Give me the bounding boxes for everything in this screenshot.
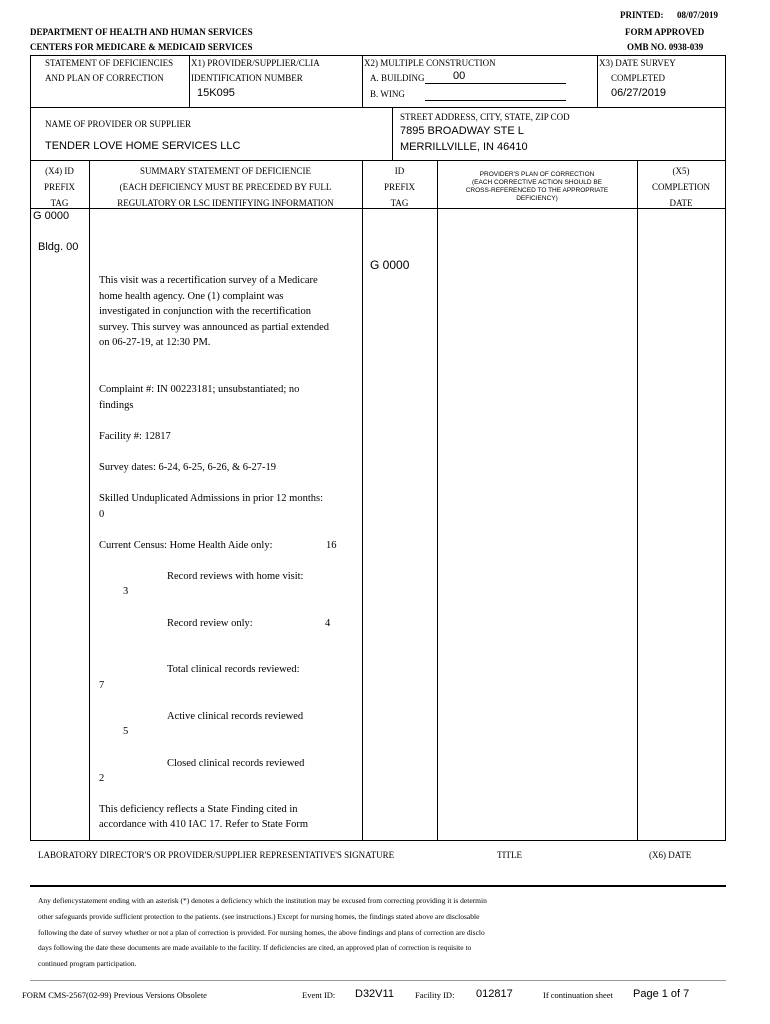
rule bbox=[30, 160, 726, 161]
department-title: DEPARTMENT OF HEALTH AND HUMAN SERVICES bbox=[30, 27, 253, 37]
page-number: Page 1 of 7 bbox=[633, 988, 690, 1000]
notice-line-4: days following the date these documents are made available to the facility. If deficiencies are cited, an approved plan of correction is requisite to bbox=[38, 943, 472, 952]
id-header-2: PREFIX bbox=[383, 182, 415, 192]
notice-line-2: other safeguards provide sufficient protection to the patients. (see instructions.) Except for nursing homes, the findings stated above are disclosable bbox=[38, 912, 480, 921]
x4-header-2: PREFIX bbox=[43, 182, 75, 192]
skilled-admissions-line: Skilled Unduplicated Admissions in prior 12 months: 0 bbox=[99, 493, 323, 520]
state-finding-line-2: accordance with 410 IAC 17. Refer to State Form bbox=[99, 819, 309, 830]
survey-dates-line: Survey dates: 6-24, 6-25, 6-26, & 6-27-19 bbox=[99, 462, 277, 473]
x5-header-1: (X5) bbox=[672, 166, 690, 176]
facility-line: Facility #: 12817 bbox=[99, 431, 171, 442]
centers-title: CENTERS FOR MEDICARE & MEDICAID SERVICES bbox=[30, 42, 253, 52]
building-label: A. BUILDING bbox=[370, 73, 425, 83]
rule bbox=[30, 160, 31, 841]
x4-header-1: (X4) ID bbox=[45, 166, 74, 176]
x5-header-2: COMPLETION bbox=[652, 182, 710, 192]
closed-records-value: 2 bbox=[99, 773, 105, 784]
form-id: FORM CMS-2567(02-99) Previous Versions Obsolete bbox=[22, 990, 207, 1000]
census-label: Current Census: Home Health Aide only: bbox=[99, 540, 273, 551]
notice-line-5: continued program participation. bbox=[38, 959, 137, 968]
event-id-value: D32V11 bbox=[355, 988, 394, 1000]
printed-date: 08/07/2019 bbox=[677, 10, 719, 20]
x5-header-3: DATE bbox=[669, 198, 693, 208]
address-line-1: 7895 BROADWAY STE L bbox=[400, 125, 524, 137]
rule bbox=[30, 980, 726, 981]
address-line-2: MERRILLVILLE, IN 46410 bbox=[400, 141, 528, 153]
summary-header-3: REGULATORY OR LSC IDENTIFYING INFORMATION bbox=[117, 198, 334, 208]
id-header-3: TAG bbox=[390, 198, 409, 208]
statement-label-2: AND PLAN OF CORRECTION bbox=[45, 73, 164, 83]
clia-number: 15K095 bbox=[197, 87, 235, 99]
rule bbox=[362, 55, 363, 108]
survey-completed-date: 06/27/2019 bbox=[611, 87, 667, 99]
complaint-line: Complaint #: IN 00223181; unsubstantiated; no findings bbox=[99, 384, 300, 411]
facility-id-label: Facility ID: bbox=[415, 990, 455, 1000]
record-only-label: Record review only: bbox=[167, 618, 253, 629]
rule bbox=[30, 55, 31, 108]
notice-line-1: Any defiencystatement ending with an asterisk (*) denotes a deficiency which the institution may be excused from correcting providing it is determin bbox=[38, 896, 487, 905]
building-tag: Bldg. 00 bbox=[38, 241, 79, 253]
x2-label: X2) MULTIPLE CONSTRUCTION bbox=[364, 58, 496, 68]
building-underline bbox=[425, 83, 566, 84]
active-records-label: Active clinical records reviewed bbox=[167, 711, 304, 722]
rule bbox=[725, 55, 726, 161]
provider-label: NAME OF PROVIDER OR SUPPLIER bbox=[45, 119, 192, 129]
event-id-label: Event ID: bbox=[302, 990, 336, 1000]
id-header-1: ID bbox=[394, 166, 405, 176]
rule bbox=[597, 55, 598, 108]
plan-header-2: (EACH CORRECTIVE ACTION SHOULD BE bbox=[471, 179, 603, 186]
rule bbox=[30, 107, 726, 108]
record-only-value: 4 bbox=[325, 618, 331, 629]
x4-header-3: TAG bbox=[50, 198, 69, 208]
rule bbox=[189, 55, 190, 108]
active-records-value: 5 bbox=[123, 726, 129, 737]
rule bbox=[30, 107, 31, 161]
x1-label-2: IDENTIFICATION NUMBER bbox=[191, 73, 303, 83]
rule bbox=[437, 160, 438, 841]
x6-date-label: (X6) DATE bbox=[649, 850, 692, 860]
omb-number: OMB NO. 0938-039 bbox=[627, 42, 704, 52]
building-value: 00 bbox=[453, 70, 466, 82]
plan-header-1: PROVIDER'S PLAN OF CORRECTION bbox=[479, 171, 595, 178]
wing-label: B. WING bbox=[370, 89, 405, 99]
total-records-label: Total clinical records reviewed: bbox=[167, 664, 300, 675]
provider-name: TENDER LOVE HOME SERVICES LLC bbox=[45, 140, 241, 152]
closed-records-label: Closed clinical records reviewed bbox=[167, 758, 305, 769]
summary-header-1: SUMMARY STATEMENT OF DEFICIENCIE bbox=[139, 166, 312, 176]
rule bbox=[89, 160, 90, 841]
survey-description: This visit was a recertification survey of a Medicare home health agency. One (1) complaint was investigated in conjunction with the recertification survey. This survey was announced as partial extended on 06-27-19, at 12:30 PM. bbox=[99, 275, 330, 349]
plan-header-4: DEFICIENCY) bbox=[516, 195, 558, 202]
rule bbox=[30, 208, 726, 209]
printed-label: PRINTED: bbox=[620, 10, 664, 20]
rule bbox=[30, 885, 726, 887]
rule bbox=[30, 840, 726, 841]
tag-prefix-left: G 0000 bbox=[33, 210, 70, 222]
total-records-value: 7 bbox=[99, 680, 105, 691]
rule bbox=[725, 160, 726, 841]
notice-line-3: following the date of survey whether or not a plan of correction is provided. For nursing homes, the above findings and plans of correction are disclo bbox=[38, 928, 485, 937]
title-label: TITLE bbox=[497, 850, 522, 860]
wing-underline bbox=[425, 100, 566, 101]
x3-label-2: COMPLETED bbox=[611, 73, 665, 83]
facility-id-value: 012817 bbox=[476, 988, 513, 1000]
address-label: STREET ADDRESS, CITY, STATE, ZIP COD bbox=[400, 112, 570, 122]
tag-prefix-right: G 0000 bbox=[370, 258, 410, 272]
x1-label-1: X1) PROVIDER/SUPPLIER/CLIA bbox=[191, 58, 320, 68]
signature-label: LABORATORY DIRECTOR'S OR PROVIDER/SUPPLIER REPRESENTATIVE'S SIGNATURE bbox=[38, 850, 395, 860]
form-approved: FORM APPROVED bbox=[625, 27, 705, 37]
x3-label-1: X3) DATE SURVEY bbox=[599, 58, 676, 68]
summary-header-2: (EACH DEFICIENCY MUST BE PRECEDED BY FULL bbox=[119, 182, 332, 192]
rule bbox=[362, 160, 363, 841]
plan-header-3: CROSS-REFERENCED TO THE APPROPRIATE bbox=[465, 187, 609, 194]
rule bbox=[392, 107, 393, 161]
state-finding-line-1: This deficiency reflects a State Finding cited in bbox=[99, 804, 298, 815]
rule bbox=[637, 160, 638, 841]
record-home-value: 3 bbox=[123, 586, 129, 597]
rule bbox=[30, 55, 726, 56]
statement-label-1: STATEMENT OF DEFICIENCIES bbox=[45, 58, 174, 68]
continuation-label: If continuation sheet bbox=[543, 990, 613, 1000]
record-home-label: Record reviews with home visit: bbox=[167, 571, 304, 582]
census-value: 16 bbox=[326, 540, 337, 551]
